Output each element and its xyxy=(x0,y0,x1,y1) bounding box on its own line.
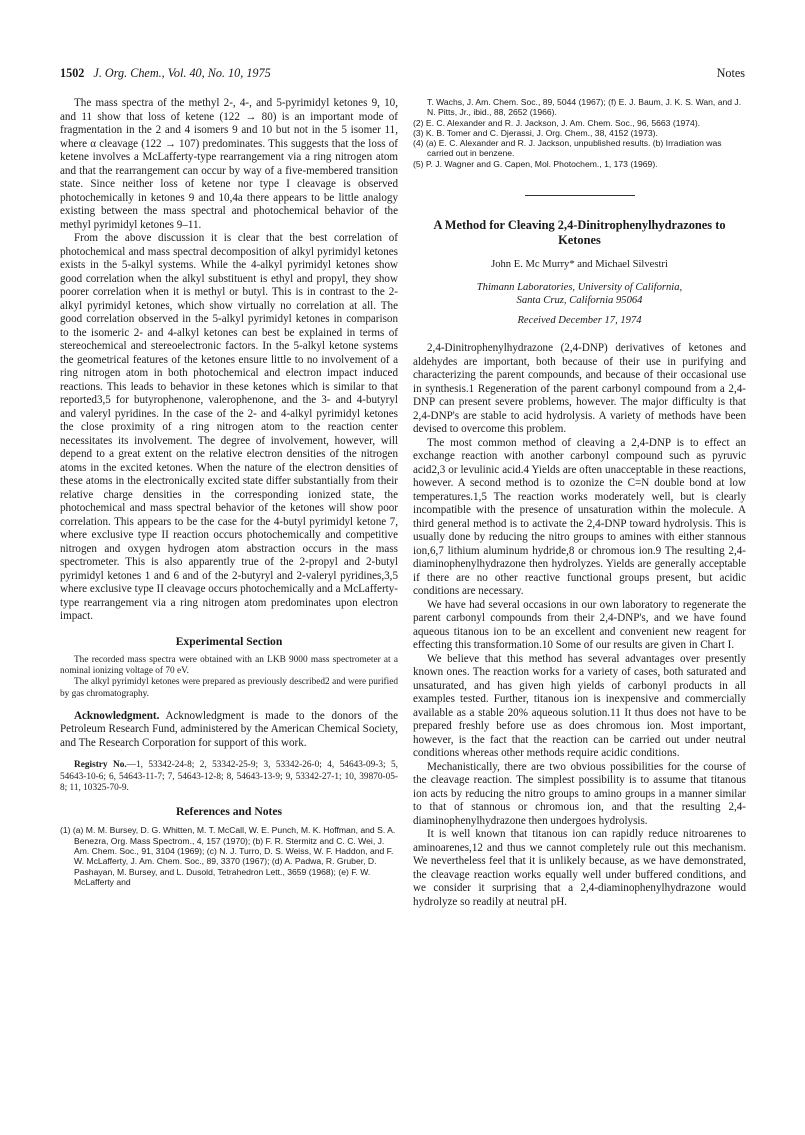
body-paragraph: We believe that this method has several advantages over presently known ones. The reaction works for a variety of cases, both saturated and unsaturated, and has given high yields of carbonyl products in all examples tested. Further, titanous ion is inexpensive and commercially available as a stable 20% aqueous solution.11 It thus does not have to be prepared freshly before use as does chromous ion. Most important, however, is the fact that the reaction can be carried out under neutral conditions whereas other methods require acidic conditions. xyxy=(413,652,746,760)
body-paragraph: We have had several occasions in our own laboratory to regenerate the parent carbonyl compounds from their 2,4-DNP's, and we have found aqueous titanous ion to be an excellent and convenient new reagent for effecting this transformation.10 Some of our results are given in Chart I. xyxy=(413,598,746,652)
body-paragraph: From the above discussion it is clear that the best correlation of photochemical and mass spectral decomposition of alkyl pyrimidyl ketones exists in the 5-alkyl systems. While the 4-alkyl pyrimidyl ketones show good correlation when the alkyl substituent is ethyl and propyl, they show poorer correlation when it is methyl or butyl. This is in contrast to the 2-alkyl pyrimidyl ketones, which show virtually no correlation at all. The good correlation observed in the 5-alkyl pyrimidyl ketones in comparison to the isomeric 2- and 4-alkyl ketones can best be explained in terms of stereochemical and stereoelectronic factors. In the 5-alkyl ketone systems the geometrical features of the ketones ensure little to no involvement of a ring nitrogen atom in both photochemical and electron impact induced reactions. This leads to behavior in these ketones which is similar to that reported3,5 for butyrophenone, valerophenone, and the 3- and 4-butyryl and valeryl pyridines. In the case of the 2- and 4-alkyl pyrimidyl ketones the close proximity of a ring nitrogen atom to the reaction center necessitates its involvement. The degree of involvement, however, will depend to a great extent on the relative electron densities of the nitrogen atoms in the excited ketones. When the nature of the electron densities of these atoms in the electronically excited state differ substantially from their relative charge densities in the corresponding ionized state, the photochemical and mass spectral behavior of the ketones will show poor correlation. This appears to be the case for the 4-butyl pyrimidyl ketone 7, where exclusive type II reaction occurs photochemically and competitive nitrogen and oxygen hydrogen atom abstraction occurs in the mass spectrometer. This is also apparently true of the 2-propyl and 2-butyl pyrimidyl ketones 1 and 6 and of the 2-butyryl and 2-valeryl pyridines,3,5 where exclusive type II cleavage occurs photochemically and a McLafferty-type rearrangement via a ring nitrogen atom predominates upon electron impact. xyxy=(60,232,398,622)
affiliation-line: Santa Cruz, California 95064 xyxy=(516,294,643,306)
right-column xyxy=(413,97,746,909)
body-paragraph: The mass spectra of the methyl 2-, 4-, and 5-pyrimidyl ketones 9, 10, and 11 show that loss of ketene (122 → 80) is an important mode of fragmentation in the 2 and 4 isomers 9 and 10 but not in the 5 isomer 11, where α cleavage (122 → 107) predominates. This suggests that the loss of ketene involves a McLafferty-type rearrangement via a ring nitrogen atom and that the rearrangement can occur by way of a five-membered transition state. Since neither loss of ketene nor type I cleavage is observed photochemically in ketones 9 and 10,4a there appears to be little analogy existing between the mass spectral and photochemical behavior of the methyl pyrimidyl ketones 9–11. xyxy=(60,97,398,231)
acknowledgment xyxy=(60,710,398,751)
body-paragraph: The most common method of cleaving a 2,4-DNP is to effect an exchange reaction with another carbonyl compound such as pyruvic acid2,3 or levulinic acid.4 Yields are often unacceptable in these reactions, however. A second method is to ozonize the C=N double bond at low temperatures.1,5 The reaction works moderately well, but is clearly incompatible with the presence of unsaturation within the molecule. A third general method is to activate the 2,4-DNP toward hydrolysis. This is usually done by reducing the nitro groups to amines with either stannous ion,6,7 lithium aluminum hydride,8 or chromous ion.9 The resulting 2,4-diaminophenylhydrazone then hydrolyzes. Yields are generally acceptable if there are no other reactive functional groups present, but acidic conditions are necessary. xyxy=(413,436,746,598)
registry-numbers xyxy=(60,760,398,794)
experimental-paragraph: The alkyl pyrimidyl ketones were prepared as previously described2 and were purified by gas chromatography. xyxy=(60,677,398,699)
registry-text: —1, 53342-24-8; 2, 53342-25-9; 3, 53342-26-0; 4, 54643-09-3; 5, 54643-10-6; 6, 54643-11-7; 7, 54643-12-8; 8, 54643-13-9; 9, 53342-27-1; 10, 39870-05-8; 11, 10325-70-9. xyxy=(60,760,398,793)
experimental-paragraph: The recorded mass spectra were obtained with an LKB 9000 mass spectrometer at a nominal ionizing voltage of 70 eV. xyxy=(60,655,398,677)
running-header xyxy=(60,66,745,82)
registry-label: Registry No. xyxy=(74,760,127,771)
reference-item: (3) K. B. Tomer and C. Djerassi, J. Org. Chem., 38, 4152 (1973). xyxy=(413,127,658,138)
page-number: 1502 xyxy=(60,66,85,80)
reference-item: (2) E. C. Alexander and R. J. Jackson, J. Am. Chem. Soc., 96, 5663 (1974). xyxy=(413,117,701,128)
body-paragraph: Mechanistically, there are two obvious possibilities for the course of the cleavage reaction. The simplest possibility is to assume that titanous ion acts by reducing the nitro groups to amino groups in a manner similar to that of stannous or chromous ion, and that the resulting 2,4-diaminophenylhydrazone then undergoes hydrolysis. xyxy=(413,760,746,827)
reference-item: (4) (a) E. C. Alexander and R. J. Jackson, unpublished results. (b) Irradiation was carried out in benzene. xyxy=(413,138,722,159)
reference-item: (1) (a) M. M. Bursey, D. G. Whitten, M. T. McCall, W. E. Punch, M. K. Hoffman, and S. A. Benezra, Org. Mass Spectrom., 4, 157 (1970); (b) F. R. Stermitz and C. C. Wei, J. Am. Chem. Soc., 91, 3104 (1969); (c) N. J. Turro, D. S. Weiss, W. F. Haddon, and F. W. McLafferty, J. Am. Chem. Soc., 89, 3370 (1967); (d) A. Padwa, R. Gruber, D. Pashayan, M. Bursey, and L. Dusold, Tetrahedron Lett., 3659 (1968); (e) F. W. McLafferty and xyxy=(60,825,396,887)
references-heading: References and Notes xyxy=(175,804,283,818)
body-paragraph: It is well known that titanous ion can rapidly reduce nitroarenes to aminoarenes,12 and thus we cannot completely rule out this mechanism. We nevertheless feel that it is unlikely because, as we have demonstrated, the cleavage reaction works equally well under buffered conditions, and we consider it surprising that a 2,4-diaminophenylhydrazone would hydrolyze so readily at neutral pH. xyxy=(413,828,746,908)
reference-item: (5) P. J. Wagner and G. Capen, Mol. Photochem., 1, 173 (1969). xyxy=(413,158,658,169)
journal-citation: J. Org. Chem., Vol. 40, No. 10, 1975 xyxy=(93,66,271,80)
received-date: Received December 17, 1974 xyxy=(517,314,642,326)
body-paragraph: 2,4-Dinitrophenylhydrazone (2,4-DNP) derivatives of ketones and aldehydes are important, both because of their use in purifying and characterizing the parent compounds, and because of their occasional use in synthesis.1 Regeneration of the parent carbonyl compound from a 2,4-DNP can present severe problems, however. The major difficulty is that 2,4-DNP's are stable to acid hydrolysis. A variety of methods have been devised to overcome this problem. xyxy=(413,342,746,436)
affiliation xyxy=(413,281,746,307)
article-title: A Method for Cleaving 2,4-Dinitrophenylhydrazones to Ketones xyxy=(433,218,726,248)
experimental-heading: Experimental Section xyxy=(175,634,283,648)
affiliation-line: Thimann Laboratories, University of California, xyxy=(476,281,683,293)
acknowledgment-label: Acknowledgment. xyxy=(74,709,160,722)
article-authors: John E. Mc Murry* and Michael Silvestri xyxy=(491,259,668,271)
left-column xyxy=(60,97,398,887)
section-divider xyxy=(525,195,635,196)
section-label: Notes xyxy=(716,66,745,80)
acknowledgment-text: Acknowledgment is made to the donors of the Petroleum Research Fund, administered by the American Chemical Society, and The Research Corporation for support of this work. xyxy=(60,709,398,749)
reference-item: T. Wachs, J. Am. Chem. Soc., 89, 5044 (1967); (f) E. J. Baum, J. K. S. Wan, and J. N. Pitts, Jr., ibid., 88, 2652 (1966). xyxy=(427,97,742,118)
